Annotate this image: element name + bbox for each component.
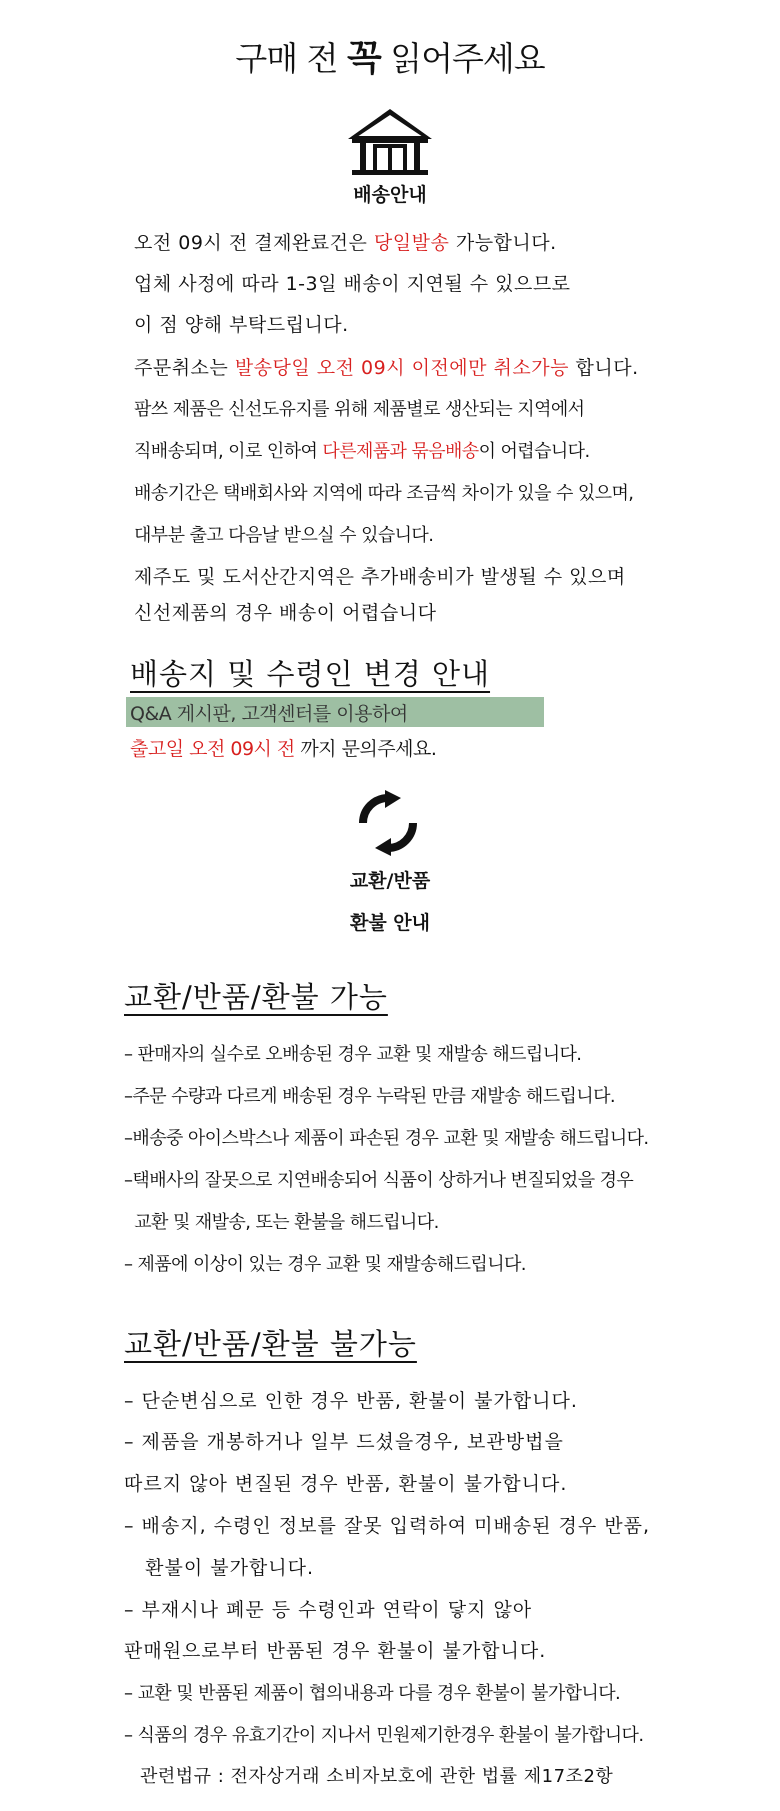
impossible-line: – 단순변심으로 인한 경우 반품, 환불이 불가합니다. xyxy=(124,1390,578,1412)
impossible-line: 판매원으로부터 반품된 경우 환불이 불가합니다. xyxy=(124,1640,547,1662)
delivery-line: 주문취소는 발송당일 오전 09시 이전에만 취소가능 합니다. xyxy=(134,357,639,379)
delivery-caption: 배송안내 xyxy=(353,184,427,206)
house-icon xyxy=(346,106,434,176)
possible-title: 교환/반품/환불 가능 xyxy=(124,980,388,1014)
delivery-line: 배송기간은 택배회사와 지역에 따라 조금씩 차이가 있을 수 있으며, xyxy=(134,483,634,504)
title-post: 읽어주세요 xyxy=(380,39,545,78)
impossible-line: 따르지 않아 변질된 경우 반품, 환불이 불가합니다. xyxy=(124,1473,568,1495)
delivery-line: 제주도 및 도서산간지역은 추가배송비가 발생될 수 있으며 xyxy=(134,566,626,588)
qa-guide-text: Q&A 게시판, 고객센터를 이용하여 xyxy=(130,703,408,725)
delivery-line: 오전 09시 전 결제완료건은 당일발송 가능합니다. xyxy=(134,232,557,254)
impossible-line: – 배송지, 수령인 정보를 잘못 입력하여 미배송된 경우 반품, xyxy=(124,1515,651,1537)
possible-line: –배송중 아이스박스나 제품이 파손된 경우 교환 및 재발송 해드립니다. xyxy=(124,1128,649,1149)
possible-line: – 판매자의 실수로 오배송된 경우 교환 및 재발송 해드립니다. xyxy=(124,1044,582,1065)
legal-reference: 관련법규 : 전자상거래 소비자보호에 관한 법률 제17조2항 xyxy=(140,1766,614,1787)
possible-line: –택배사의 잘못으로 지연배송되어 식품이 상하거나 변질되었을 경우 xyxy=(124,1170,634,1191)
title-emphasis: 꼭 xyxy=(346,38,381,79)
impossible-line: 환불이 불가합니다. xyxy=(124,1557,315,1579)
delivery-line: 대부분 출고 다음날 받으실 수 있습니다. xyxy=(134,525,434,546)
possible-line: –주문 수량과 다르게 배송된 경우 누락된 만큼 재발송 해드립니다. xyxy=(124,1086,615,1107)
possible-line: 교환 및 재발송, 또는 환불을 해드립니다. xyxy=(124,1212,439,1233)
deadline-red: 출고일 오전 09시 전 xyxy=(130,738,295,760)
delivery-line: 이 점 양해 부탁드립니다. xyxy=(134,314,349,336)
impossible-line: – 부재시나 폐문 등 수령인과 연락이 닿지 않아 xyxy=(124,1599,533,1621)
refresh-cycle-icon xyxy=(355,790,421,856)
deadline-text xyxy=(130,734,436,761)
delivery-line: 업체 사정에 따라 1-3일 배송이 지연될 수 있으므로 xyxy=(134,273,571,295)
address-change-title: 배송지 및 수령인 변경 안내 xyxy=(130,657,491,691)
impossible-line: – 식품의 경우 유효기간이 지나서 민원제기한경우 환불이 불가합니다. xyxy=(124,1725,644,1746)
impossible-line: – 제품을 개봉하거나 일부 드셨을경우, 보관방법을 xyxy=(124,1431,564,1453)
delivery-line: 팜쓰 제품은 신선도유지를 위해 제품별로 생산되는 지역에서 xyxy=(134,399,585,420)
impossible-title: 교환/반품/환불 불가능 xyxy=(124,1327,417,1361)
title-pre: 구매 전 xyxy=(235,39,347,78)
delivery-line: 직배송되며, 이로 인하여 다른제품과 묶음배송이 어렵습니다. xyxy=(134,441,590,462)
possible-line: – 제품에 이상이 있는 경우 교환 및 재발송해드립니다. xyxy=(124,1254,526,1275)
page-title xyxy=(0,30,780,81)
exchange-caption-1: 교환/반품 xyxy=(349,870,431,892)
delivery-line: 신선제품의 경우 배송이 어렵습니다 xyxy=(134,602,437,624)
impossible-line: – 교환 및 반품된 제품이 협의내용과 다를 경우 환불이 불가합니다. xyxy=(124,1683,621,1704)
deadline-rest: 까지 문의주세요. xyxy=(294,738,437,760)
exchange-caption-2: 환불 안내 xyxy=(349,912,431,934)
